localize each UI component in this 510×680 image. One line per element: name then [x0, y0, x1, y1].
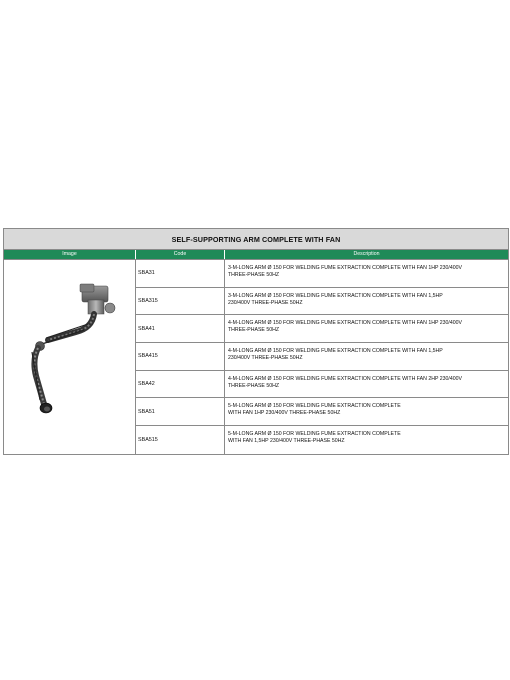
product-code: SBA51	[136, 398, 225, 425]
product-table	[3, 228, 509, 455]
product-code: SBA41	[136, 315, 225, 342]
welding-arm-image	[14, 280, 126, 430]
table-row	[136, 371, 508, 399]
product-code: SBA415	[136, 343, 225, 370]
product-code: SBA42	[136, 371, 225, 398]
header-image: Image	[4, 250, 136, 259]
table-row	[136, 288, 508, 316]
header-code: Code	[136, 250, 225, 259]
product-code: SBA31	[136, 260, 225, 287]
header-description: Description	[353, 251, 380, 257]
product-code: SBA515	[136, 426, 225, 454]
table-row	[136, 260, 508, 288]
product-description: 5-M-LONG ARM Ø 150 FOR WELDING FUME EXTRACTION COMPLETE WITH FAN 1HP 230/400V THREE-PHASE 50HZ	[228, 403, 401, 417]
product-description: 5-M-LONG ARM Ø 150 FOR WELDING FUME EXTRACTION COMPLETE WITH FAN 1,5HP 230/400V THREE-PHASE 50HZ	[228, 431, 401, 445]
product-description: 3-M-LONG ARM Ø 150 FOR WELDING FUME EXTRACTION COMPLETE WITH FAN 1HP 230/400V THREE-PHASE 50HZ	[228, 265, 462, 278]
table-row	[136, 343, 508, 371]
table-title: SELF-SUPPORTING ARM COMPLETE WITH FAN	[4, 229, 508, 250]
table-header	[4, 250, 508, 260]
product-code: SBA315	[136, 288, 225, 315]
product-description: 4-M-LONG ARM Ø 150 FOR WELDING FUME EXTRACTION COMPLETE WITH FAN 1HP 230/400V THREE-PHASE 50HZ	[228, 320, 462, 334]
product-description: 4-M-LONG ARM Ø 150 FOR WELDING FUME EXTRACTION COMPLETE WITH FAN 1,5HP 230/400V THREE-PHASE 50HZ	[228, 348, 443, 362]
table-row	[136, 426, 508, 454]
product-description: 4-M-LONG ARM Ø 150 FOR WELDING FUME EXTRACTION COMPLETE WITH FAN 2HP 230/400V THREE-PHASE 50HZ	[228, 375, 462, 389]
product-image-cell	[4, 260, 136, 454]
product-description: 3-M-LONG ARM Ø 150 FOR WELDING FUME EXTRACTION COMPLETE WITH FAN 1,5HP 230/400V THREE-PHASE 50HZ	[228, 292, 443, 306]
table-rows	[136, 260, 508, 454]
table-row	[136, 398, 508, 426]
table-row	[136, 315, 508, 343]
table-body	[4, 260, 508, 454]
